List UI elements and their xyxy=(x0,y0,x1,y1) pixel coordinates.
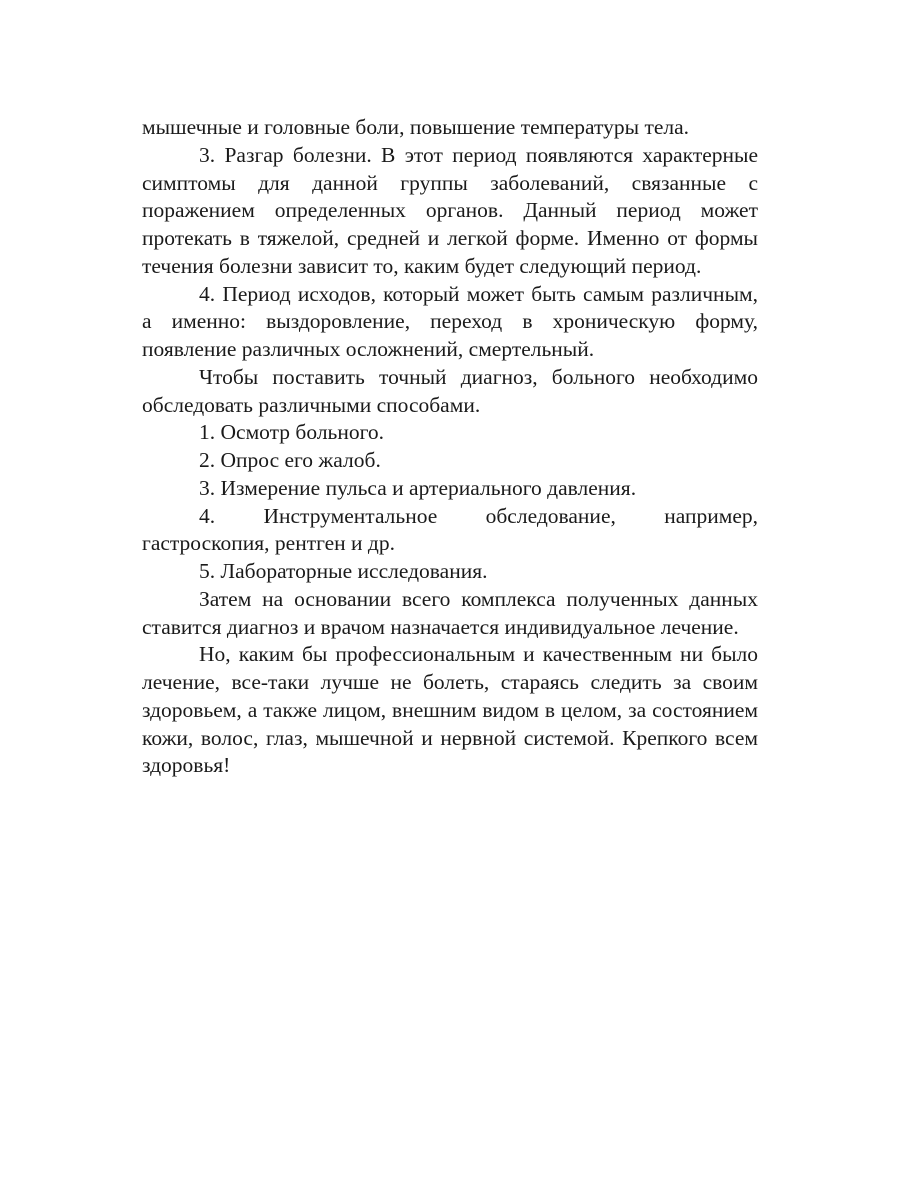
paragraph-treatment: Затем на основании всего комплекса полученных данных ставится диагноз и врачом назначается индивидуальное лечение. xyxy=(142,586,758,639)
list-item-laboratory: 5. Лабораторные исследования. xyxy=(199,559,488,583)
paragraph-continuation: мышечные и головные боли, повышение температуры тела. xyxy=(142,115,690,139)
paragraph-disease-peak: 3. Разгар болезни. В этот период появляются характерные симптомы для данной группы заболеваний, связанные с поражением определенных органов. Данный период может протекать в тяжелой, средней и легкой форме. Именно от формы течения болезни зависит то, каким будет следующий период. xyxy=(142,142,758,278)
list-item-instrumental: 4. Инструментальное обследование, например, гастроскопия, рентген и др. xyxy=(142,503,758,556)
paragraph-closing: Но, каким бы профессиональным и качественным ни было лечение, все-таки лучше не болеть, стараясь следить за своим здоровьем, а также лицом, внешним видом в целом, за состоянием кожи, волос, глаз, мышечной и нервной системой. Крепкого всем здоровья! xyxy=(142,642,758,778)
list-item-complaints: 2. Опрос его жалоб. xyxy=(199,448,381,472)
list-item-pulse-pressure: 3. Измерение пульса и артериального давления. xyxy=(199,475,637,500)
list-item-examination: 1. Осмотр больного. xyxy=(199,420,385,445)
paragraph-outcome-period: 4. Период исходов, который может быть самым различным, а именно: выздоровление, переход в хроническую форму, появление различных осложнений, смертельный. xyxy=(142,281,758,361)
body-text xyxy=(142,114,758,780)
paragraph-diagnosis-intro: Чтобы поставить точный диагноз, больного необходимо обследовать различными способами. xyxy=(142,364,758,417)
